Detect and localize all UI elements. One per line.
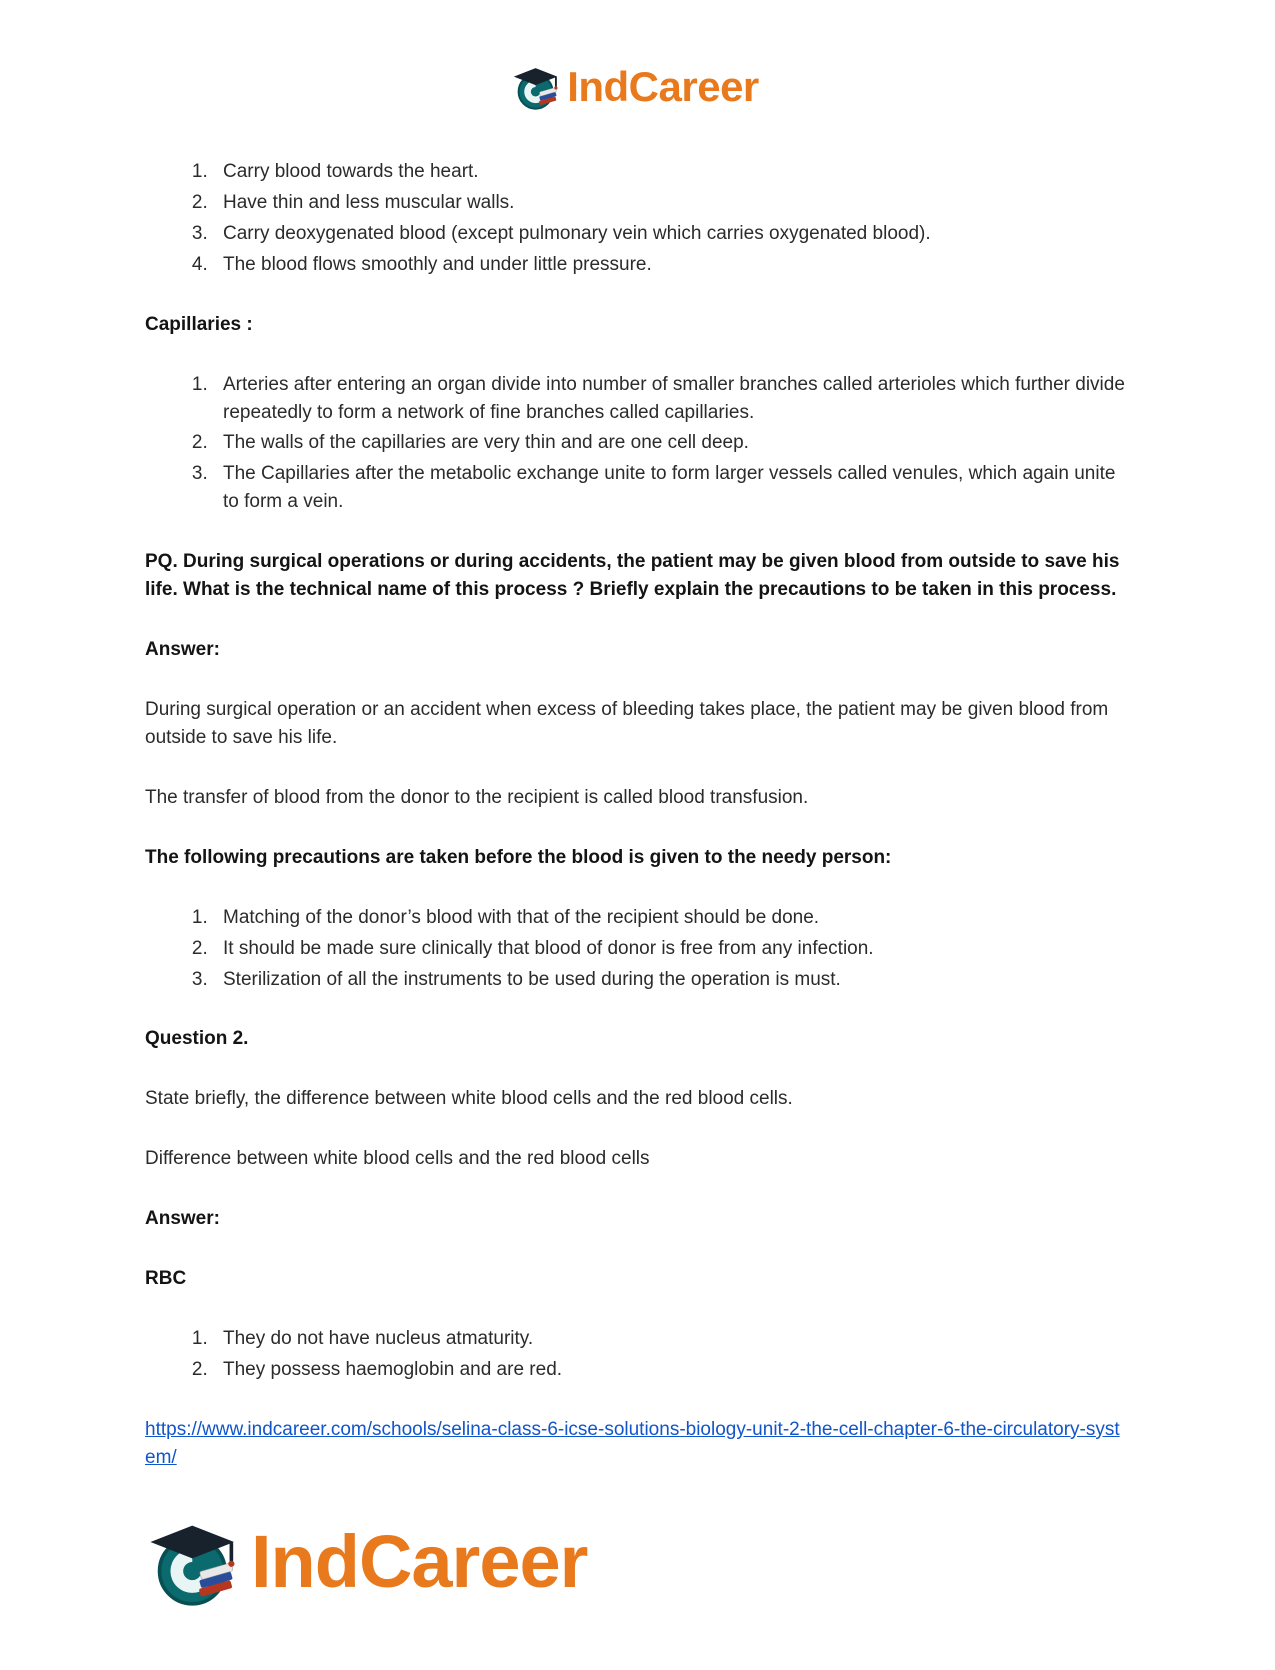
question2-subtext: Difference between white blood cells and the red blood cells (145, 1148, 650, 1170)
list-item: 2. They possess haemoglobin and are red. (213, 1356, 1125, 1384)
list-item: 3. Sterilization of all the instruments to be used during the operation is must. (213, 966, 1125, 994)
footer-logo (145, 1514, 1125, 1610)
list-item: 1. Arteries after entering an organ divide into number of smaller branches called arterioles which further divide repeatedly to form a network of fine branches called capillaries. (213, 371, 1125, 427)
header-logo (145, 62, 1125, 112)
list-item: 3. The Capillaries after the metabolic exchange unite to form larger vessels called venules, which again unite to form a vein. (213, 460, 1125, 516)
capillaries-heading: Capillaries : (145, 313, 253, 335)
indcareer-logo-icon (511, 62, 563, 112)
list-item: 1. Matching of the donor’s blood with that of the recipient should be done. (213, 904, 1125, 932)
question2-text: State briefly, the difference between white blood cells and the red blood cells. (145, 1088, 793, 1110)
capillaries-list (145, 371, 1125, 517)
list-item: 2. The walls of the capillaries are very thin and are one cell deep. (213, 429, 1125, 457)
rbc-list (145, 1325, 1125, 1384)
list-item: 3. Carry deoxygenated blood (except pulmonary vein which carries oxygenated blood). (213, 220, 1125, 248)
question2-heading: Question 2. (145, 1028, 249, 1050)
veins-list (145, 158, 1125, 279)
source-link-paragraph (145, 1416, 1125, 1472)
list-item: 2. It should be made sure clinically that blood of donor is free from any infection. (213, 935, 1125, 963)
answer-label: Answer: (145, 639, 220, 661)
list-item: 2. Have thin and less muscular walls. (213, 189, 1125, 217)
list-item: 4. The blood flows smoothly and under little pressure. (213, 251, 1125, 279)
answer-label: Answer: (145, 1208, 220, 1230)
document-content (145, 158, 1125, 1472)
list-item: 1. They do not have nucleus atmaturity. (213, 1325, 1125, 1353)
precautions-heading: The following precautions are taken before the blood is given to the needy person: (145, 846, 892, 868)
pq-question: PQ. During surgical operations or during accidents, the patient may be given blood from outside to save his life. What is the technical name of this process ? Briefly explain the precautions to be taken in this process. (145, 551, 1120, 601)
list-item: 1. Carry blood towards the heart. (213, 158, 1125, 186)
answer-paragraph: The transfer of blood from the donor to the recipient is called blood transfusion. (145, 786, 809, 808)
rbc-heading: RBC (145, 1268, 187, 1290)
footer-logo-text: IndCareer (251, 1520, 588, 1604)
source-link[interactable]: https://www.indcareer.com/schools/selina-class-6-icse-solutions-biology-unit-2-the-cell-chapter-6-the-circulatory-system/ (145, 1418, 1120, 1468)
answer-paragraph: During surgical operation or an accident when excess of bleeding takes place, the patient may be given blood from outside to save his life. (145, 698, 1109, 748)
precautions-list (145, 904, 1125, 994)
indcareer-logo-icon (145, 1514, 245, 1610)
header-logo-text: IndCareer (567, 63, 759, 110)
